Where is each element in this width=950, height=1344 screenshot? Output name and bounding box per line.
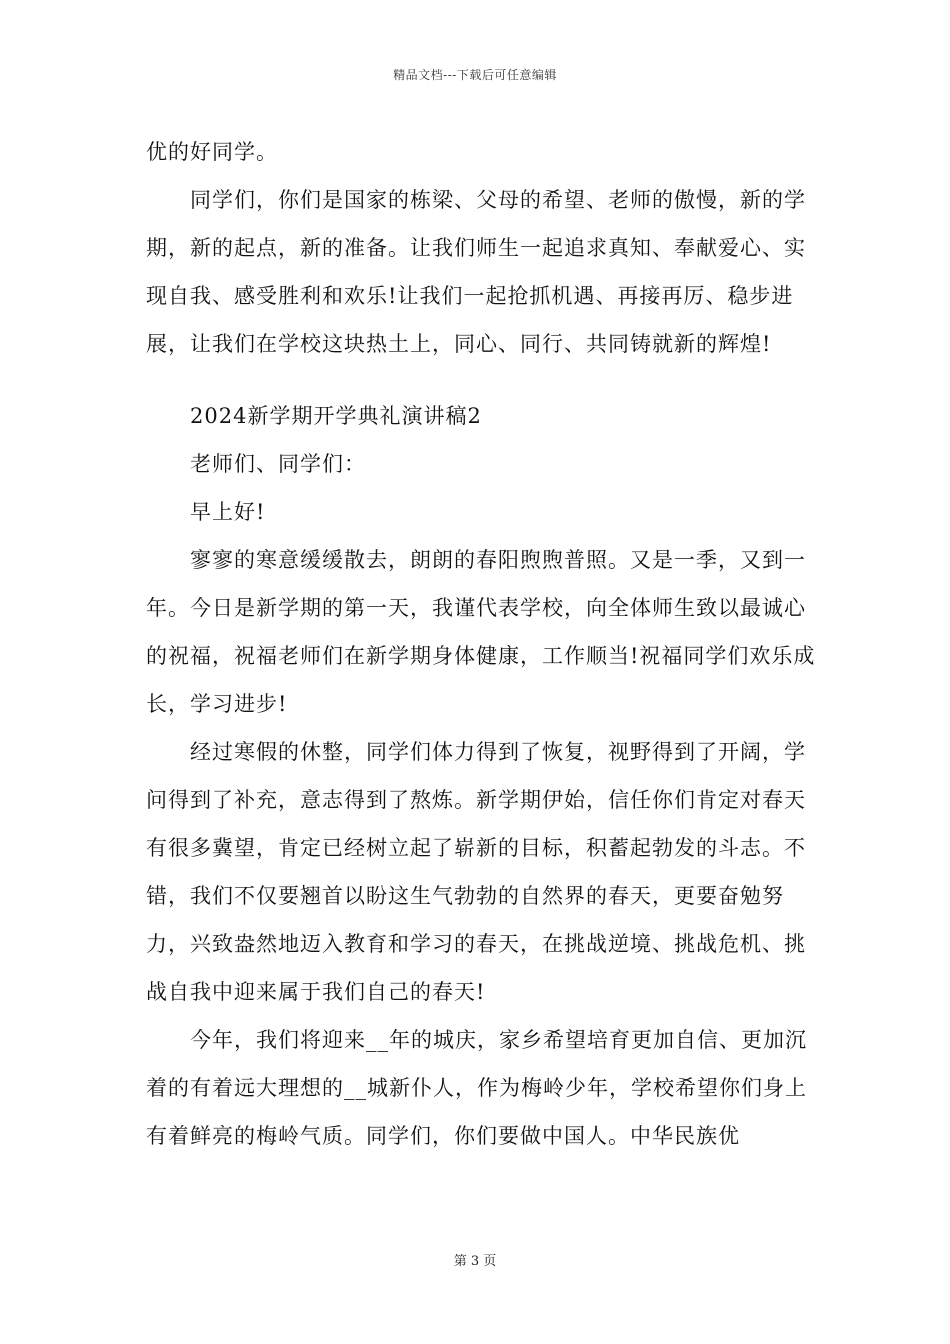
paragraph: 寥寥的寒意缓缓散去，朗朗的春阳煦煦普照。又是一季，又到一年。今日是新学期的第一天，我谨代表学校，向全体师生致以最诚心的祝福，祝福老师们在新学期身体健康，工作顺当!祝福同学们欢乐成长，学习进步! [146, 548, 816, 716]
greeting: 早上好! [190, 500, 266, 524]
paragraph: 经过寒假的休整，同学们体力得到了恢复，视野得到了开阔，学问得到了补充，意志得到了熬炼。新学期伊始，信任你们肯定对春天有很多冀望，肯定已经树立起了崭新的目标，积蓄起勃发的斗志。不错，我们不仅要翘首以盼这生气勃勃的自然界的春天，更要奋勉努力，兴致盎然地迈入教育和学习的春天，在挑战逆境、挑战危机、挑战自我中迎来属于我们自己的春天! [146, 740, 806, 1004]
paragraph-continuation: 优的好同学。 [146, 140, 278, 164]
salutation: 老师们、同学们： [190, 452, 366, 476]
document-body [146, 128, 826, 1160]
page-number: 第 3 页 [453, 1254, 497, 1269]
paragraph-gap [146, 368, 826, 392]
section-title: 2024新学期开学典礼演讲稿2 [190, 404, 482, 428]
paragraph: 今年，我们将迎来__年的城庆，家乡希望培育更加自信、更加沉着的有着远大理想的__城新仆人，作为梅岭少年，学校希望你们身上有着鲜亮的梅岭气质。同学们，你们要做中国人。中华民族优 [146, 1028, 807, 1148]
paragraph: 同学们，你们是国家的栋梁、父母的希望、老师的傲慢，新的学期，新的起点，新的准备。让我们师生一起追求真知、奉献爱心、实现自我、感受胜利和欢乐!让我们一起抢抓机遇、再接再厉、稳步进展，让我们在学校这块热土上，同心、同行、共同铸就新的辉煌! [146, 188, 806, 356]
page-header: 精品文档---下载后可任意编辑 [393, 68, 557, 82]
